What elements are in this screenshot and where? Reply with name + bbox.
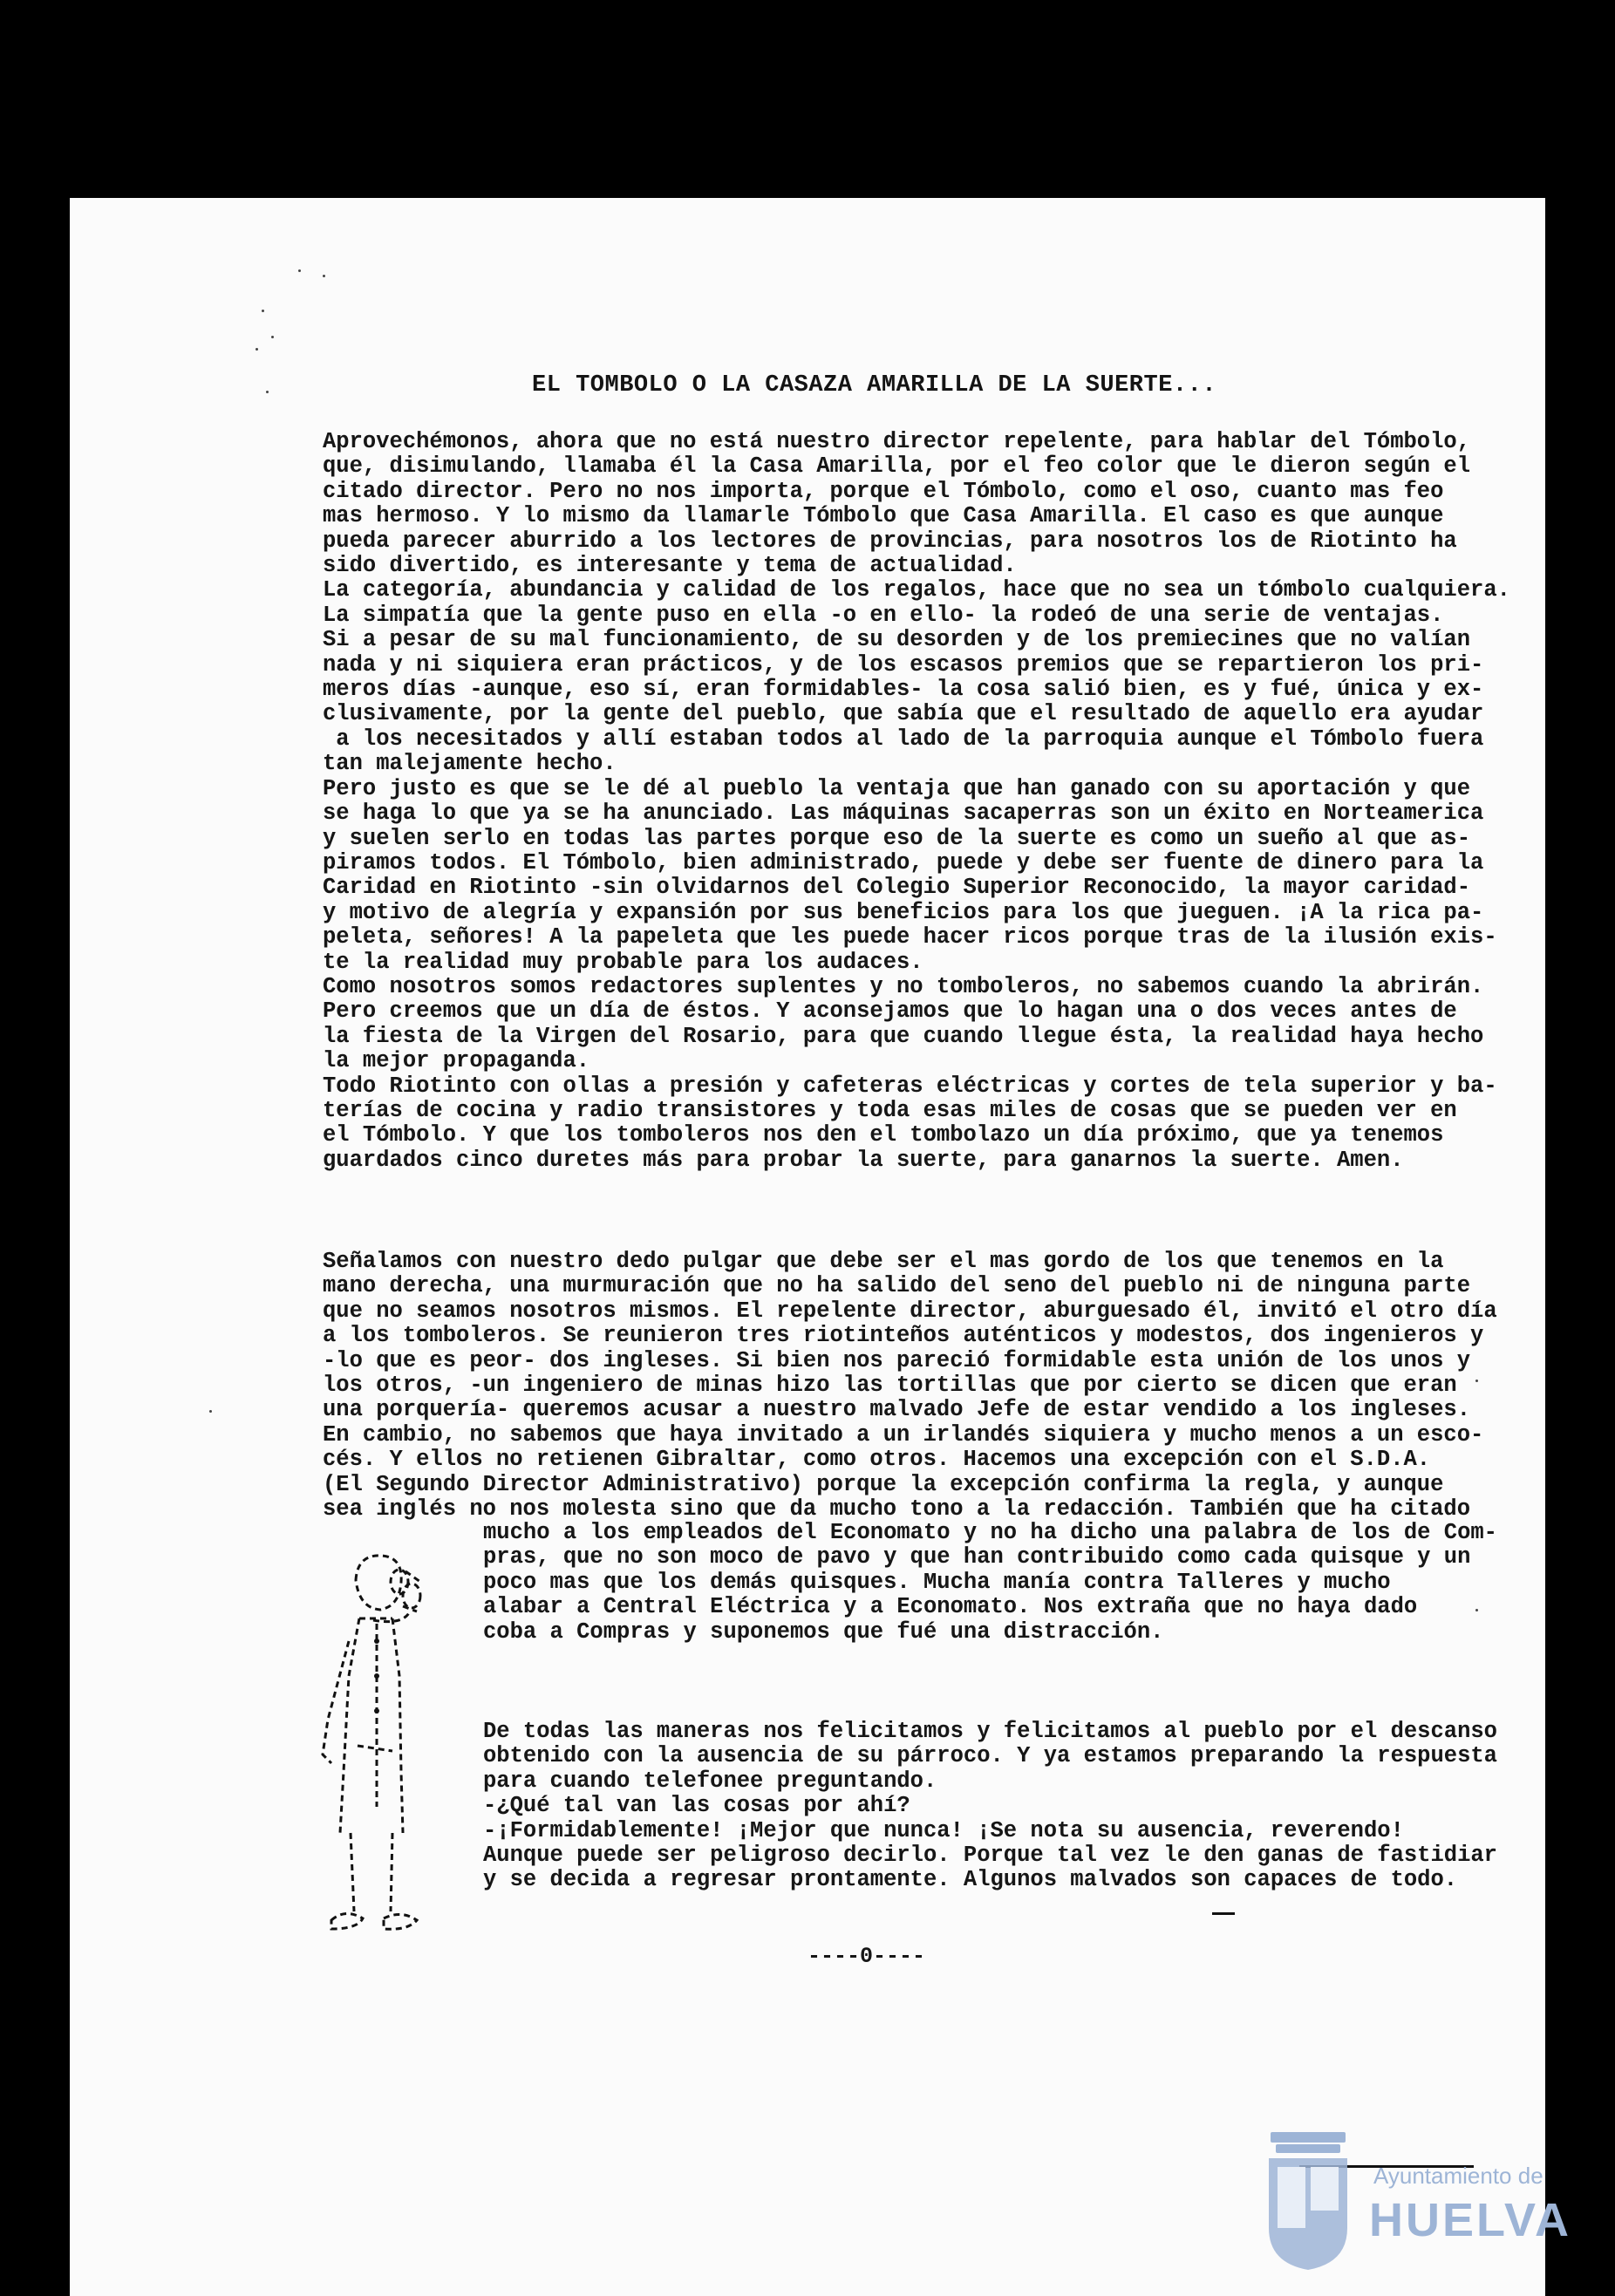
text-line: piramos todos. El Tómbolo, bien administrado, puede y debe ser fuente de dinero para la xyxy=(323,849,1484,875)
text-line: se haga lo que ya se ha anunciado. Las máquinas sacaperras son un éxito en Norteamerica xyxy=(323,801,1484,827)
section-economato xyxy=(483,1521,1497,1645)
text-line: citado director. Pero no nos importa, porque el Tómbolo, como el oso, cuanto mas feo xyxy=(323,478,1444,504)
text-line: mas hermoso. Y lo mismo da llamarle Tómbolo que Casa Amarilla. El caso es que aunque xyxy=(323,503,1444,529)
text-line: sea inglés no nos molesta sino que da mucho tono a la redacción. También que ha citado xyxy=(323,1496,1471,1523)
text-line: cés. Y ellos no retienen Gibraltar, como otros. Hacemos una excepción con el S.D.A. xyxy=(323,1447,1431,1473)
text-line: sido divertido, es interesante y tema de actualidad. xyxy=(323,553,1017,579)
document-title: EL TOMBOLO O LA CASAZA AMARILLA DE LA SUERTE... xyxy=(532,372,1217,399)
text-line: Pero creemos que un día de éstos. Y aconsejamos que lo hagan una o dos veces antes de xyxy=(323,998,1457,1025)
text-line: coba a Compras y suponemos que fué una distracción. xyxy=(483,1618,1164,1645)
end-separator: ----0---- xyxy=(808,1944,926,1969)
text-line: guardados cinco duretes más para probar la suerte, para ganarnos la suerte. Amen. xyxy=(323,1147,1404,1173)
dash-mark xyxy=(1212,1912,1235,1915)
text-line: que, disimulando, llamaba él la Casa Amarilla, por el feo color que le dieron según el xyxy=(323,453,1471,480)
watermark-line2: HUELVA xyxy=(1369,2194,1571,2246)
ayuntamiento-huelva-watermark xyxy=(1260,2123,1609,2280)
text-line: Como nosotros somos redactores suplentes y no tomboleros, no sabemos cuando la abrirán. xyxy=(323,973,1484,999)
text-line: y suelen serlo en todas las partes porque eso de la suerte es como un sueño al que as- xyxy=(323,825,1471,851)
text-line: Aunque puede ser peligroso decirlo. Porque tal vez le den ganas de fastidiar xyxy=(483,1843,1497,1869)
text-line: la fiesta de la Virgen del Rosario, para que cuando llegue ésta, la realidad haya hecho xyxy=(323,1023,1484,1049)
text-line: y se decida a regresar prontamente. Algunos malvados son capaces de todo. xyxy=(483,1867,1458,1893)
section-parroco xyxy=(483,1720,1497,1893)
text-line: Aprovechémonos, ahora que no está nuestro director repelente, para hablar del Tómbolo, xyxy=(323,429,1471,454)
text-line: De todas las maneras nos felicitamos y felicitamos al pueblo por el descanso xyxy=(483,1719,1497,1744)
text-line: terías de cocina y radio transistores y toda esas miles de cosas que se pueden ver en xyxy=(323,1097,1457,1123)
text-line: a los tomboleros. Se reunieron tres riotinteños auténticos y modestos, dos ingenieros y xyxy=(323,1323,1484,1349)
text-line: una porquería- queremos acusar a nuestro malvado Jefe de estar vendido a los ingleses. xyxy=(323,1397,1471,1423)
text-line: Pero justo es que se le dé al pueblo la ventaja que han ganado con su aportación y que xyxy=(323,775,1471,801)
text-line: nada y ni siquiera eran prácticos, y de los escasos premios que se repartieron los pri- xyxy=(323,651,1484,678)
watermark-line1: Ayuntamiento de xyxy=(1373,2163,1543,2189)
text-line: Señalamos con nuestro dedo pulgar que debe ser el mas gordo de los que tenemos en la xyxy=(323,1249,1444,1274)
text-line: la mejor propaganda. xyxy=(323,1048,590,1074)
text-line: La simpatía que la gente puso en ella -o en ello- la rodeó de una serie de ventajas. xyxy=(323,602,1444,628)
text-line: alabar a Central Eléctrica y a Economato. Nos extraña que no haya dado xyxy=(483,1594,1418,1620)
text-line: a los necesitados y allí estaban todos al lado de la parroquia aunque el Tómbolo fuera xyxy=(323,726,1484,752)
text-line: pueda parecer aburrido a los lectores de provincias, para nosotros los de Riotinto ha xyxy=(323,528,1457,554)
text-line: -lo que es peor- dos ingleses. Si bien nos pareció formidable esta unión de los unos y xyxy=(323,1347,1471,1373)
text-line: mucho a los empleados del Economato y no ha dicho una palabra de los de Com- xyxy=(483,1520,1497,1545)
text-line: Si a pesar de su mal funcionamiento, de su desorden y de los premiecines que no valían xyxy=(323,627,1471,653)
section-tombolo xyxy=(323,430,1510,1173)
text-line: -¿Qué tal van las cosas por ahí? xyxy=(483,1793,910,1819)
text-line: peleta, señores! A la papeleta que les puede hacer ricos porque tras de la ilusión exis- xyxy=(323,924,1497,950)
text-line: pras, que no son moco de pavo y que han contribuido como cada quisque y un xyxy=(483,1544,1471,1570)
document-page xyxy=(70,198,1545,2296)
text-line: meros días -aunque, eso sí, eran formidables- la cosa salió bien, es y fué, única y ex- xyxy=(323,677,1484,703)
coat-of-arms-icon xyxy=(1260,2123,1356,2272)
priest-sketch-illustration xyxy=(305,1545,480,1946)
text-line: obtenido con la ausencia de su párroco. Y ya estamos preparando la respuesta xyxy=(483,1743,1497,1769)
text-line: -¡Formidablemente! ¡Mejor que nunca! ¡Se nota su ausencia, reverendo! xyxy=(483,1817,1404,1843)
text-line: La categoría, abundancia y calidad de los regalos, hace que no sea un tómbolo cualquiera. xyxy=(323,577,1510,603)
text-line: Caridad en Riotinto -sin olvidarnos del Colegio Superior Reconocido, la mayor caridad- xyxy=(323,875,1471,901)
text-line: (El Segundo Director Administrativo) porque la excepción confirma la regla, y aunque xyxy=(323,1471,1444,1497)
text-line: y motivo de alegría y expansión por sus beneficios para los que jueguen. ¡A la rica pa- xyxy=(323,899,1484,925)
text-line: tan malejamente hecho. xyxy=(323,751,617,777)
text-line: los otros, -un ingeniero de minas hizo las tortillas que por cierto se dicen que eran xyxy=(323,1373,1457,1399)
text-line: clusivamente, por la gente del pueblo, que sabía que el resultado de aquello era ayudar xyxy=(323,701,1484,727)
text-line: Todo Riotinto con ollas a presión y cafeteras eléctricas y cortes de tela superior y ba- xyxy=(323,1073,1497,1099)
text-line: te la realidad muy probable para los audaces. xyxy=(323,949,923,975)
text-line: En cambio, no sabemos que haya invitado a un irlandés siquiera y mucho menos a un esco- xyxy=(323,1421,1484,1448)
text-line: el Tómbolo. Y que los tomboleros nos den el tombolazo un día próximo, que ya tenemos xyxy=(323,1122,1444,1148)
section-murmuracion xyxy=(323,1250,1497,1522)
text-line: mano derecha, una murmuración que no ha salido del seno del pueblo ni de ninguna parte xyxy=(323,1273,1471,1299)
text-line: poco mas que los demás quisques. Mucha manía contra Talleres y mucho xyxy=(483,1569,1391,1595)
text-line: que no seamos nosotros mismos. El repelente director, aburguesado él, invitó el otro día xyxy=(323,1298,1497,1324)
text-line: para cuando telefonee preguntando. xyxy=(483,1768,937,1794)
